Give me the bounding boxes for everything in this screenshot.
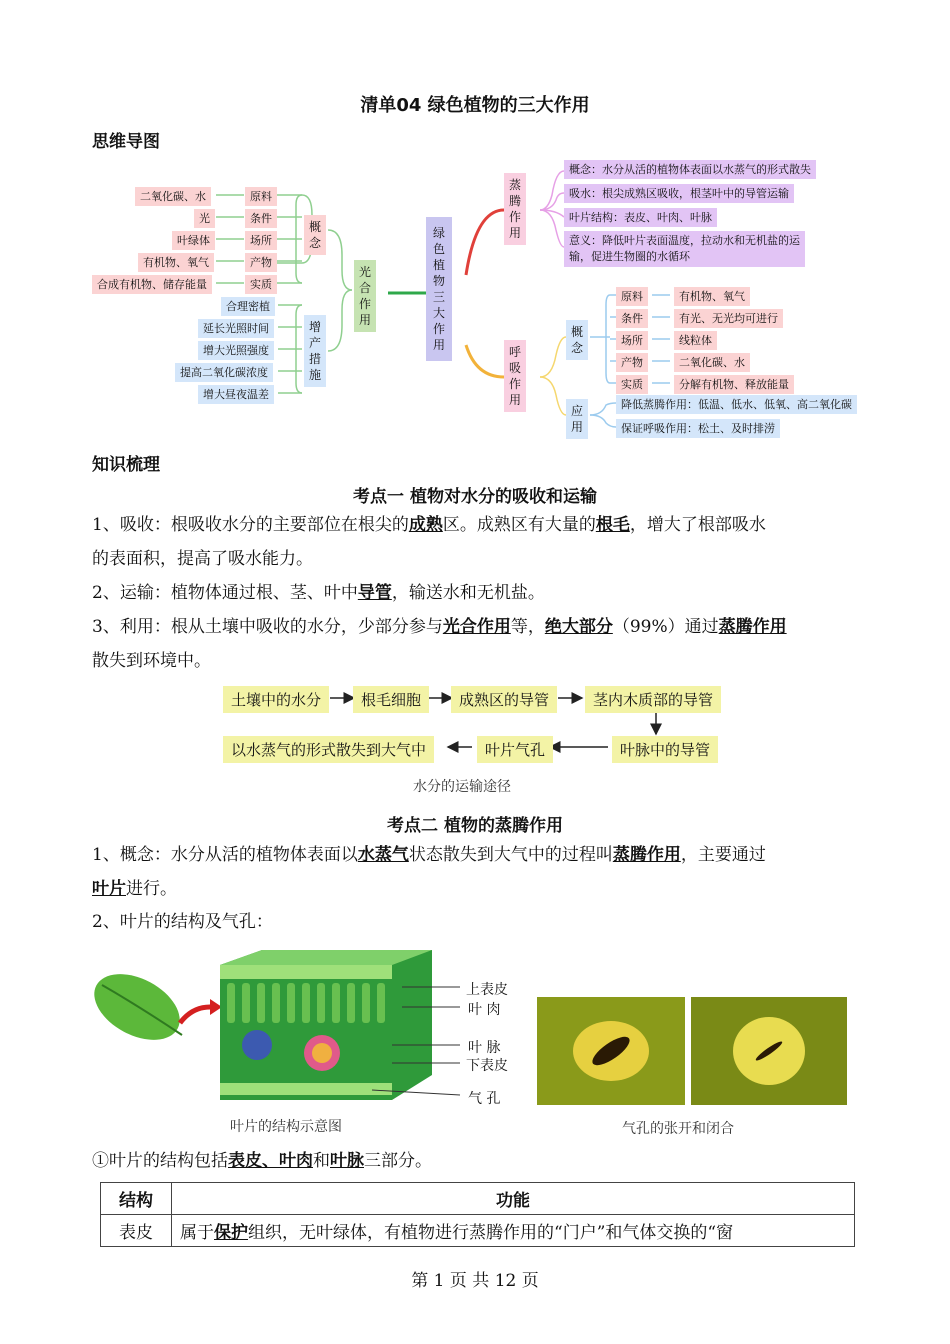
- key-term: 保护: [214, 1223, 248, 1243]
- flow-caption: 水分的运输途径: [413, 779, 511, 795]
- text: 等，: [510, 617, 545, 637]
- key-term: 蒸腾作用: [718, 617, 787, 637]
- leaf-structure-illustration: [92, 945, 532, 1115]
- kp2-paragraph-1: [92, 838, 862, 906]
- text: 、: [262, 1151, 279, 1171]
- text: 散失到环境中。: [92, 651, 211, 671]
- key-term: 叶肉: [279, 1151, 313, 1171]
- ps-value-1: 二氧化碳、水: [135, 187, 211, 206]
- text: 的表面积，提高了吸水能力。: [92, 549, 313, 569]
- resp-value-2: 有光、无光均可进行: [674, 309, 783, 328]
- flow-step-1: 土壤中的水分: [223, 686, 329, 713]
- kp2-paragraph-3: [92, 1144, 862, 1178]
- kp1-paragraph-2: [92, 576, 862, 610]
- leaf-label-4: 下表皮: [466, 1058, 508, 1074]
- text: 和: [313, 1151, 330, 1171]
- resp-app-label: 应用: [566, 399, 588, 439]
- section-mindmap-heading: 思维导图: [92, 132, 160, 152]
- ps-value-4: 有机物、氧气: [138, 253, 214, 272]
- key-term: 蒸腾作用: [612, 845, 681, 865]
- text: 进行。: [126, 879, 177, 899]
- resp-concept-label: 概念: [566, 320, 588, 360]
- leaf-label-3: 叶 脉: [468, 1040, 501, 1056]
- resp-key-1: 原料: [616, 287, 648, 306]
- text: 1、吸收：根吸收水分的主要部位在根尖的: [92, 515, 409, 535]
- resp-key-3: 场所: [616, 331, 648, 350]
- ps-key-2: 条件: [245, 209, 277, 228]
- resp-value-3: 线粒体: [674, 331, 717, 350]
- photosynthesis-node: 光合作用: [354, 260, 376, 332]
- yield-item-1: 合理密植: [221, 297, 275, 316]
- text: 1、概念：水分从活的植物体表面以: [92, 845, 358, 865]
- respiration-node: 呼吸作用: [504, 340, 526, 412]
- kp2-paragraph-2: 2、叶片的结构及气孔：: [92, 912, 273, 932]
- leaf-icon: [92, 961, 191, 1054]
- section-knowledge-heading: 知识梳理: [92, 455, 160, 475]
- leaf-label-1: 上表皮: [466, 982, 508, 998]
- trans-item-4: [564, 231, 805, 267]
- text: 2、运输：植物体通过根、茎、叶中: [92, 583, 358, 603]
- key-term: 绝大部分: [544, 617, 613, 637]
- ps-key-5: 实质: [245, 275, 277, 294]
- key-term: 成熟: [408, 515, 443, 535]
- trans-item-4-line1: 意义：降低叶片表面温度，拉动水和无机盐的运: [569, 234, 800, 247]
- leaf-label-5: 气 孔: [468, 1091, 501, 1107]
- trans-item-1: 概念：水分从活的植物体表面以水蒸气的形式散失: [564, 160, 816, 179]
- text: 组织，无叶绿体，有植物进行蒸腾作用的“门户”和气体交换的“窗: [248, 1223, 734, 1243]
- arrow-icon: [180, 1007, 210, 1023]
- table-cell-structure: 表皮: [101, 1215, 172, 1247]
- resp-key-5: 实质: [616, 375, 648, 394]
- text: 区。成熟区有大量的: [442, 515, 596, 535]
- ps-key-1: 原料: [245, 187, 277, 206]
- resp-value-5: 分解有机物、释放能量: [674, 375, 794, 394]
- flow-step-6: 叶片气孔: [477, 736, 553, 763]
- key-term: 叶片: [92, 879, 126, 899]
- yield-item-2: 延长光照时间: [198, 319, 274, 338]
- kp1-heading: 考点一 植物对水分的吸收和运输: [353, 487, 597, 507]
- ps-key-4: 产物: [245, 253, 277, 272]
- leaf-label-2: 叶 肉: [468, 1002, 501, 1018]
- flow-step-3: 成熟区的导管: [451, 686, 557, 713]
- text: （99%）通过: [612, 617, 719, 637]
- stoma-illustration: [537, 997, 847, 1107]
- kp1-paragraph-1: [92, 508, 862, 576]
- key-term: 导管: [357, 583, 392, 603]
- page-footer: 第 1 页 共 12 页: [411, 1271, 539, 1291]
- ps-concept-label: 概念: [304, 215, 326, 255]
- trans-item-3: 叶片结构：表皮、叶肉、叶脉: [564, 208, 717, 227]
- ps-value-3: 叶绿体: [172, 231, 215, 250]
- ps-key-3: 场所: [245, 231, 277, 250]
- stoma-caption: 气孔的张开和闭合: [622, 1121, 734, 1137]
- text: ，输送水和无机盐。: [391, 583, 545, 603]
- transpiration-node: 蒸腾作用: [504, 173, 526, 245]
- text: ①叶片的结构包括: [92, 1151, 228, 1171]
- kp1-paragraph-3: [92, 610, 862, 678]
- trans-item-4-line2: 输，促进生物圈的水循环: [569, 250, 690, 263]
- yield-item-4: 提高二氧化碳浓度: [175, 363, 273, 382]
- text: 属于: [180, 1223, 214, 1243]
- key-term: 叶脉: [330, 1151, 364, 1171]
- yield-item-5: 增大昼夜温差: [198, 385, 274, 404]
- ps-value-2: 光: [194, 209, 215, 228]
- trans-item-2: 吸水：根尖成熟区吸收，根茎叶中的导管运输: [564, 184, 794, 203]
- resp-key-4: 产物: [616, 353, 648, 372]
- key-term: 表皮: [228, 1151, 262, 1171]
- key-term: 根毛: [595, 515, 630, 535]
- flow-step-5: 叶脉中的导管: [612, 736, 718, 763]
- structure-function-table: [100, 1182, 855, 1247]
- flow-step-2: 根毛细胞: [353, 686, 429, 713]
- yield-item-3: 增大光照强度: [198, 341, 274, 360]
- resp-app-2: 保证呼吸作用：松土、及时排涝: [616, 419, 780, 438]
- ps-value-5: 合成有机物、储存能量: [92, 275, 212, 294]
- text: ，增大了根部吸水: [629, 515, 766, 535]
- flow-step-4: 茎内木质部的导管: [585, 686, 721, 713]
- resp-value-4: 二氧化碳、水: [674, 353, 750, 372]
- resp-app-1: 降低蒸腾作用：低温、低水、低氧、高二氧化碳: [616, 395, 857, 414]
- text: 3、利用：根从土壤中吸收的水分，少部分参与: [92, 617, 443, 637]
- resp-key-2: 条件: [616, 309, 648, 328]
- mind-map: [90, 155, 870, 440]
- text: 状态散失到大气中的过程叫: [408, 845, 613, 865]
- text: 三部分。: [364, 1151, 432, 1171]
- yield-label: 增产措施: [304, 315, 326, 387]
- text: ，主要通过: [680, 845, 766, 865]
- page-title: 清单04 绿色植物的三大作用: [360, 95, 590, 116]
- table-cell-function: [172, 1215, 855, 1247]
- kp2-heading: 考点二 植物的蒸腾作用: [387, 816, 563, 836]
- key-term: 水蒸气: [357, 845, 409, 865]
- table-header-row: [101, 1183, 855, 1215]
- table-header-structure: 结构: [101, 1183, 172, 1215]
- leaf-caption: 叶片的结构示意图: [230, 1119, 342, 1135]
- center-node: 绿色植物三大作用: [426, 217, 452, 361]
- table-row: [101, 1215, 855, 1247]
- table-header-function: 功能: [172, 1183, 855, 1215]
- resp-value-1: 有机物、氧气: [674, 287, 750, 306]
- flow-step-7: 以水蒸气的形式散失到大气中: [223, 736, 434, 763]
- key-term: 光合作用: [442, 617, 511, 637]
